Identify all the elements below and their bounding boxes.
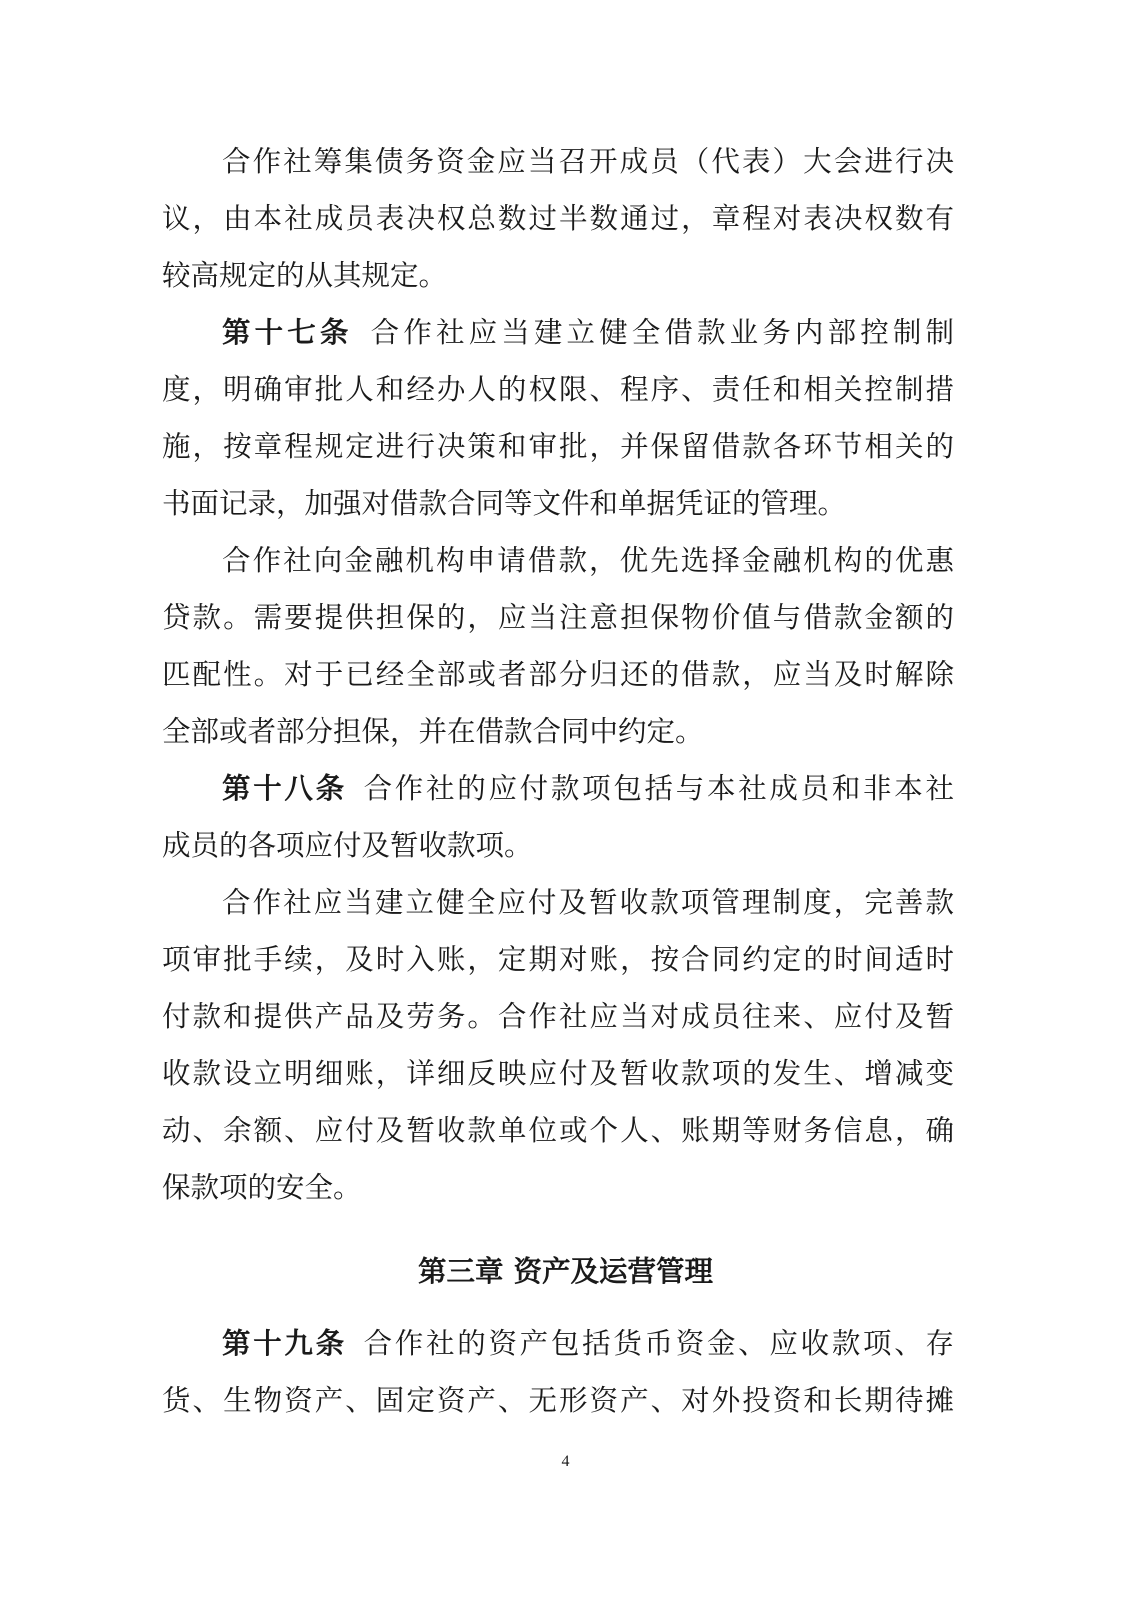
paragraph-line: 施，按章程规定进行决策和审批，并保留借款各环节相关的 [162, 430, 954, 463]
paragraph-line: 贷款。需要提供担保的，应当注意担保物价值与借款金额的 [162, 601, 954, 634]
paragraph-text: 合作社的应付款项包括与本社成员和非本社 [360, 772, 954, 805]
article-label: 第十七条 [222, 316, 353, 349]
paragraph-line: 动、余额、应付及暂收款单位或个人、账期等财务信息，确 [162, 1114, 954, 1147]
paragraph-line: 合作社应当建立健全应付及暂收款项管理制度，完善款 [222, 886, 954, 919]
paragraph-line: 合作社向金融机构申请借款，优先选择金融机构的优惠 [222, 544, 954, 577]
paragraph-line: 收款设立明细账，详细反映应付及暂收款项的发生、增减变 [162, 1057, 954, 1090]
paragraph-line: 较高规定的从其规定。 [162, 259, 448, 292]
paragraph-text: 合作社的资产包括货币资金、应收款项、存 [360, 1327, 954, 1360]
paragraph-line: 全部或者部分担保，并在借款合同中约定。 [162, 715, 704, 748]
paragraph-line: 匹配性。对于已经全部或者部分归还的借款，应当及时解除 [162, 658, 954, 691]
paragraph-line: 付款和提供产品及劳务。合作社应当对成员往来、应付及暂 [162, 1000, 954, 1033]
paragraph-line: 度，明确审批人和经办人的权限、程序、责任和相关控制措 [162, 373, 954, 406]
page-number: 4 [561, 1453, 570, 1470]
paragraph-text: 合作社应当建立健全借款业务内部控制制 [366, 316, 954, 349]
paragraph-line: 成员的各项应付及暂收款项。 [162, 829, 533, 862]
article-label: 第十八条 [222, 772, 347, 805]
article-first-line [222, 769, 954, 809]
paragraph-line: 项审批手续，及时入账，定期对账，按合同约定的时间适时 [162, 943, 954, 976]
chapter-heading: 第三章 资产及运营管理 [418, 1255, 713, 1288]
article-first-line [222, 313, 954, 353]
paragraph-line: 合作社筹集债务资金应当召开成员（代表）大会进行决 [222, 145, 954, 178]
article-first-line [222, 1324, 954, 1364]
paragraph-line: 议，由本社成员表决权总数过半数通过，章程对表决权数有 [162, 202, 954, 235]
paragraph-line: 货、生物资产、固定资产、无形资产、对外投资和长期待摊 [162, 1384, 954, 1417]
article-label: 第十九条 [222, 1327, 347, 1360]
paragraph-line: 书面记录，加强对借款合同等文件和单据凭证的管理。 [162, 487, 847, 520]
paragraph-line: 保款项的安全。 [162, 1171, 362, 1204]
